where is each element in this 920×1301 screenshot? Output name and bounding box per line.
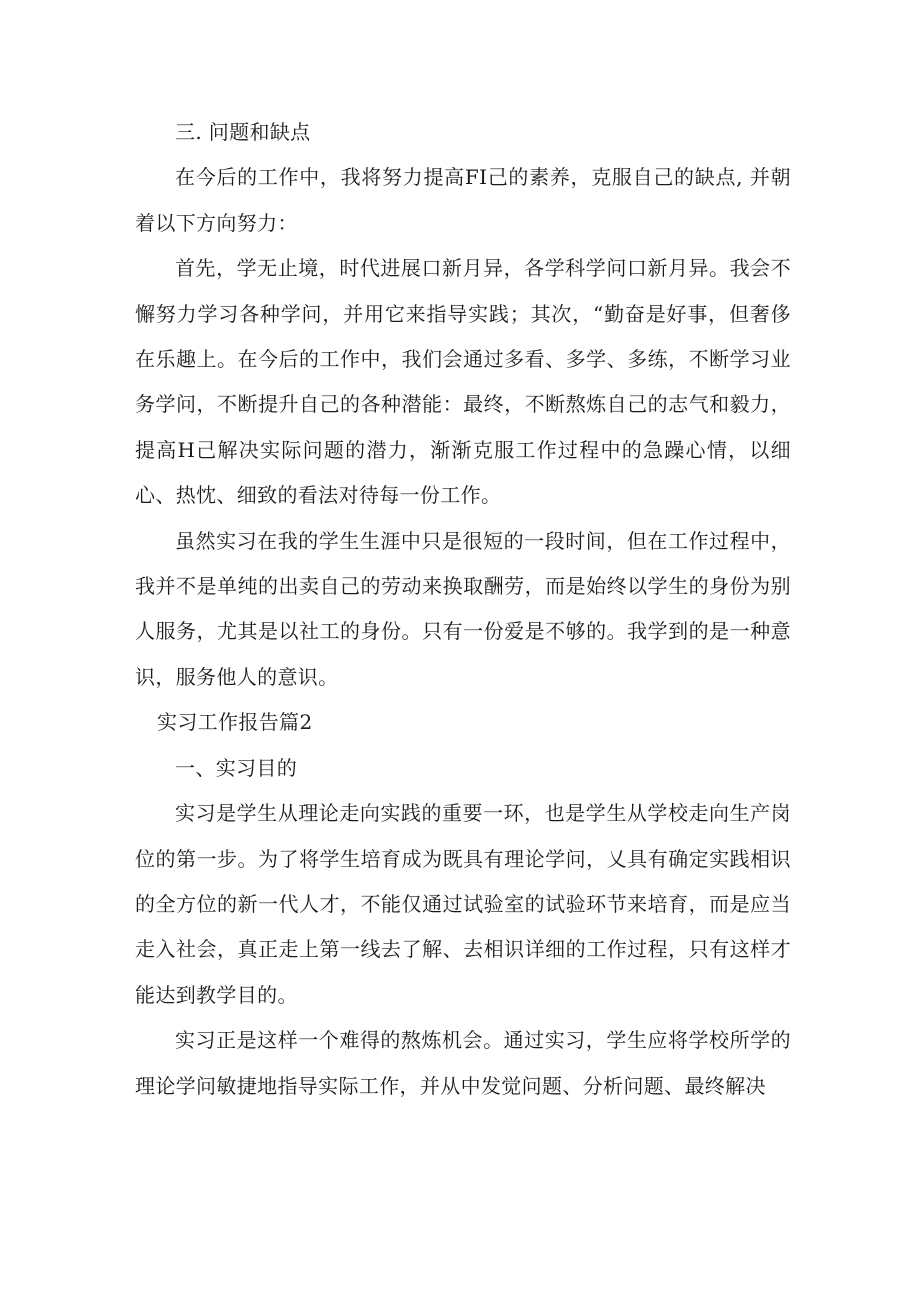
paragraph-training-opportunity: 实习正是这样一个难得的熬炼机会。通过实习，学生应将学校所学的理论学问敏捷地指导实际工作，并从中发觉问题、分析问题、最终解决 bbox=[135, 1028, 791, 1098]
heading-internship-purpose: 一、实习目的 bbox=[175, 755, 298, 780]
heading-problems-and-shortcomings: 三. 问题和缺点 bbox=[175, 120, 311, 144]
paragraph-purpose-detail: 实习是学生从理论走向实践的重要一环，也是学生从学校走向生产岗位的第一步。为了将学生培育成为既具有理论学问，乂具有确定实践相识的全方位的新一代人才，不能仅通过试验室的试验环节来培育，而是应当走入社会，真正走上第一线去了解、去相识详细的工作过程，只有这样才能达到教学目的。 bbox=[135, 801, 791, 1007]
section-title-report-2: 实习工作报告篇2 bbox=[157, 710, 313, 735]
paragraph-internship-summary: 虽然实习在我的学生生涯中只是很短的一段时间，但在工作过程中，我并不是单纯的出卖自己的劳动来换取酬劳，而是始终以学生的身份为别人服务，尤其是以社工的身份。只有一份爱是不够的。我学到的是一种意识，服务他人的意识。 bbox=[135, 528, 791, 689]
paragraph-future-work: 在今后的工作中，我将努力提高FI己的素养，克服自己的缺点, 并朝着以下方向努力： bbox=[135, 165, 791, 235]
document-body bbox=[135, 110, 791, 1109]
paragraph-first-study: 首先，学无止境，时代进展口新月异，各学科学问口新月异。我会不懈努力学习各种学问，并用它来指导实践；其次，“勤奋是好事，但奢侈在乐趣上。在今后的工作中，我们会通过多看、多学、多练，不断学习业务学问，不断提升自己的各种潜能：最终，不断熬炼自己的志气和毅力，提高H己解决实际问题的潜力，渐渐克服工作过程中的急躁心情，以细心、热忱、细致的看法对待每一份工作。 bbox=[135, 256, 791, 508]
